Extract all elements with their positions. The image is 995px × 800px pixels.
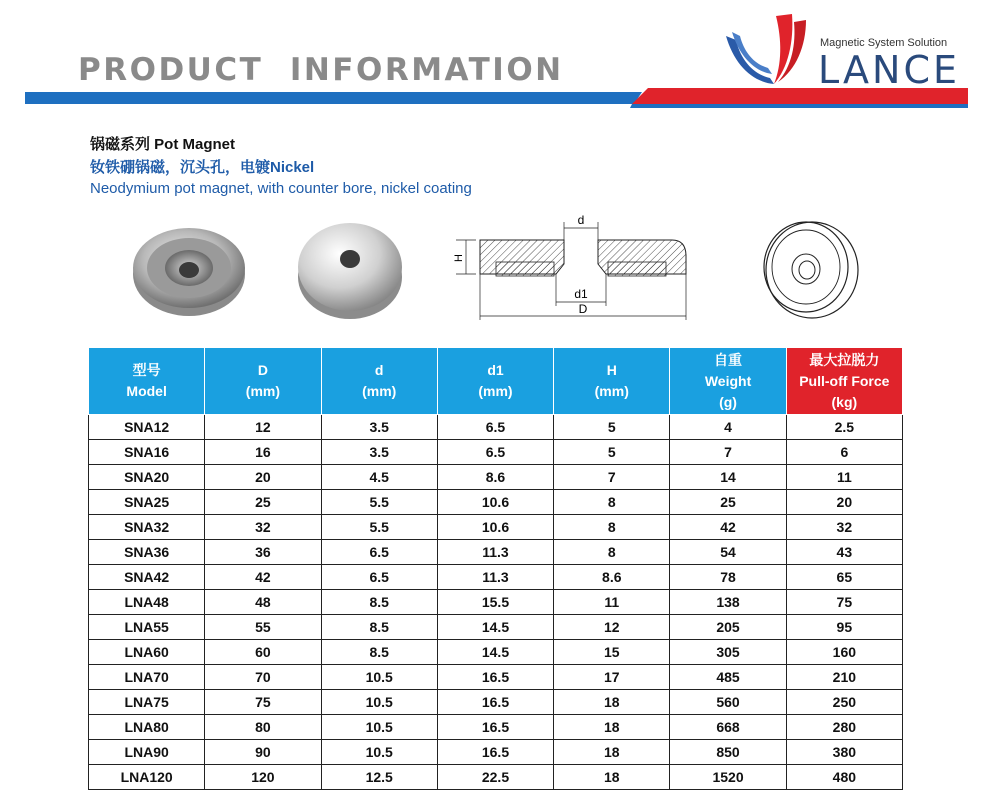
value-cell: 205: [670, 615, 786, 640]
column-header: [554, 348, 670, 415]
value-cell: 8: [554, 540, 670, 565]
column-header-line: 自重: [714, 351, 743, 368]
diagram-label-d: d: [577, 213, 585, 227]
value-cell: 36: [205, 540, 321, 565]
model-cell: SNA20: [89, 465, 205, 490]
value-cell: 6.5: [321, 565, 437, 590]
value-cell: 4.5: [321, 465, 437, 490]
value-cell: 16: [205, 440, 321, 465]
model-cell: LNA70: [89, 665, 205, 690]
value-cell: 14.5: [437, 615, 553, 640]
value-cell: 60: [205, 640, 321, 665]
value-cell: 5: [554, 415, 670, 440]
value-cell: 138: [670, 590, 786, 615]
model-cell: SNA36: [89, 540, 205, 565]
value-cell: 8.6: [554, 565, 670, 590]
pot-magnet-outline-drawing: [760, 215, 860, 320]
product-subtitle-cn: 钕铁硼锅磁，沉头孔，电镀Nickel: [90, 159, 315, 176]
column-header-line: (mm): [362, 383, 397, 399]
table-row: [89, 765, 903, 790]
logo-brand: LANCE: [818, 48, 961, 92]
value-cell: 48: [205, 590, 321, 615]
column-header-line: 最大拉脱力: [809, 351, 880, 368]
column-header-line: d1: [487, 362, 504, 378]
value-cell: 16.5: [437, 715, 553, 740]
value-cell: 10.6: [437, 515, 553, 540]
column-header: [670, 348, 786, 415]
column-header-line: d: [374, 362, 384, 378]
column-header-line: Model: [126, 383, 167, 399]
value-cell: 15: [554, 640, 670, 665]
value-cell: 70: [205, 665, 321, 690]
value-cell: 10.5: [321, 690, 437, 715]
value-cell: 15.5: [437, 590, 553, 615]
table-row: [89, 515, 903, 540]
model-cell: LNA75: [89, 690, 205, 715]
column-header: [437, 348, 553, 415]
value-cell: 160: [786, 640, 902, 665]
value-cell: 54: [670, 540, 786, 565]
value-cell: 305: [670, 640, 786, 665]
column-header-line: (mm): [594, 383, 629, 399]
value-cell: 10.6: [437, 490, 553, 515]
value-cell: 16.5: [437, 665, 553, 690]
value-cell: 485: [670, 665, 786, 690]
value-cell: 6.5: [321, 540, 437, 565]
value-cell: 8: [554, 515, 670, 540]
value-cell: 6.5: [437, 440, 553, 465]
value-cell: 8.5: [321, 615, 437, 640]
value-cell: 6.5: [437, 415, 553, 440]
table-row: [89, 690, 903, 715]
value-cell: 3.5: [321, 440, 437, 465]
column-header-line: Pull-off Force: [799, 372, 890, 389]
lance-logo-icon: [722, 12, 818, 88]
column-header-line: (kg): [831, 393, 858, 410]
value-cell: 16.5: [437, 690, 553, 715]
model-cell: LNA48: [89, 590, 205, 615]
model-cell: LNA90: [89, 740, 205, 765]
value-cell: 11.3: [437, 540, 553, 565]
product-title: 锅磁系列 Pot Magnet: [90, 136, 235, 153]
value-cell: 120: [205, 765, 321, 790]
table-row: [89, 615, 903, 640]
value-cell: 42: [205, 565, 321, 590]
value-cell: 42: [670, 515, 786, 540]
column-header-line: (mm): [245, 383, 281, 399]
table-row: [89, 440, 903, 465]
value-cell: 25: [205, 490, 321, 515]
value-cell: 32: [786, 515, 902, 540]
value-cell: 8.5: [321, 640, 437, 665]
value-cell: 8.5: [321, 590, 437, 615]
value-cell: 480: [786, 765, 902, 790]
value-cell: 2.5: [786, 415, 902, 440]
table-row: [89, 490, 903, 515]
value-cell: 280: [786, 715, 902, 740]
logo-tagline: Magnetic System Solution: [820, 37, 948, 49]
value-cell: 7: [670, 440, 786, 465]
value-cell: 12: [205, 415, 321, 440]
model-cell: LNA80: [89, 715, 205, 740]
value-cell: 3.5: [321, 415, 437, 440]
table-row: [89, 465, 903, 490]
value-cell: 32: [205, 515, 321, 540]
column-header: [89, 348, 205, 415]
table-row: [89, 665, 903, 690]
value-cell: 6: [786, 440, 902, 465]
value-cell: 11.3: [437, 565, 553, 590]
table-row: [89, 740, 903, 765]
value-cell: 18: [554, 765, 670, 790]
value-cell: 12: [554, 615, 670, 640]
value-cell: 10.5: [321, 740, 437, 765]
value-cell: 12.5: [321, 765, 437, 790]
value-cell: 5.5: [321, 515, 437, 540]
value-cell: 850: [670, 740, 786, 765]
column-header: [321, 348, 437, 415]
model-cell: SNA16: [89, 440, 205, 465]
model-cell: SNA12: [89, 415, 205, 440]
value-cell: 22.5: [437, 765, 553, 790]
diagram-label-H: H: [453, 254, 465, 262]
table-row: [89, 565, 903, 590]
value-cell: 25: [670, 490, 786, 515]
value-cell: 43: [786, 540, 902, 565]
column-header: [786, 348, 902, 415]
value-cell: 4: [670, 415, 786, 440]
value-cell: 1520: [670, 765, 786, 790]
model-cell: LNA60: [89, 640, 205, 665]
diagram-label-D: D: [578, 302, 588, 316]
value-cell: 95: [786, 615, 902, 640]
table-row: [89, 640, 903, 665]
value-cell: 75: [205, 690, 321, 715]
value-cell: 11: [786, 465, 902, 490]
value-cell: 14: [670, 465, 786, 490]
model-cell: SNA42: [89, 565, 205, 590]
column-header-line: Weight: [704, 372, 752, 389]
value-cell: 210: [786, 665, 902, 690]
value-cell: 250: [786, 690, 902, 715]
model-cell: LNA55: [89, 615, 205, 640]
value-cell: 5.5: [321, 490, 437, 515]
value-cell: 80: [205, 715, 321, 740]
value-cell: 560: [670, 690, 786, 715]
spec-table: [88, 347, 903, 790]
value-cell: 380: [786, 740, 902, 765]
column-header: [205, 348, 321, 415]
table-row: [89, 590, 903, 615]
value-cell: 8.6: [437, 465, 553, 490]
table-row: [89, 415, 903, 440]
value-cell: 90: [205, 740, 321, 765]
value-cell: 8: [554, 490, 670, 515]
value-cell: 11: [554, 590, 670, 615]
value-cell: 55: [205, 615, 321, 640]
dimension-diagram: [452, 212, 692, 327]
value-cell: 65: [786, 565, 902, 590]
value-cell: 7: [554, 465, 670, 490]
column-header-line: H: [606, 362, 617, 378]
model-cell: SNA32: [89, 515, 205, 540]
value-cell: 17: [554, 665, 670, 690]
page-title: PRODUCT INFORMATION: [78, 52, 564, 88]
value-cell: 78: [670, 565, 786, 590]
value-cell: 18: [554, 740, 670, 765]
diagram-label-d1: d1: [574, 287, 588, 301]
value-cell: 5: [554, 440, 670, 465]
model-cell: LNA120: [89, 765, 205, 790]
value-cell: 20: [205, 465, 321, 490]
column-header-line: 型号: [132, 362, 161, 378]
value-cell: 75: [786, 590, 902, 615]
value-cell: 10.5: [321, 715, 437, 740]
value-cell: 20: [786, 490, 902, 515]
value-cell: 18: [554, 690, 670, 715]
model-cell: SNA25: [89, 490, 205, 515]
value-cell: 14.5: [437, 640, 553, 665]
value-cell: 18: [554, 715, 670, 740]
column-header-line: (mm): [478, 383, 513, 399]
table-row: [89, 540, 903, 565]
pot-magnet-photo-angled: [130, 218, 248, 318]
table-row: [89, 715, 903, 740]
product-subtitle-en: Neodymium pot magnet, with counter bore, nickel coating: [90, 180, 472, 197]
column-header-line: D: [257, 362, 268, 378]
table-header-row: [89, 348, 903, 415]
value-cell: 16.5: [437, 740, 553, 765]
value-cell: 10.5: [321, 665, 437, 690]
pot-magnet-photo-top: [295, 215, 405, 325]
column-header-line: (g): [719, 393, 737, 410]
value-cell: 668: [670, 715, 786, 740]
